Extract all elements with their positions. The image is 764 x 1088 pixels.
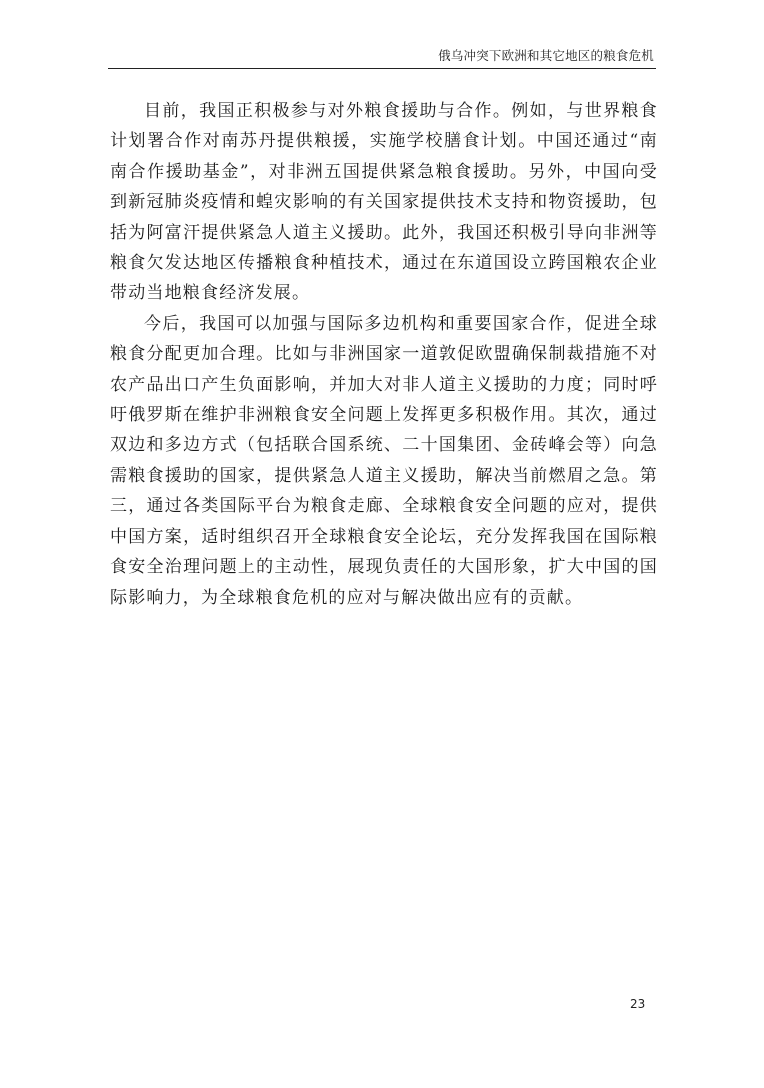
paragraph-line: 计划署合作对南苏丹提供粮援，实施学校膳食计划。中国还通过“南: [110, 131, 658, 152]
paragraph-line: 际影响力，为全球粮食危机的应对与解决做出应有的贡献。: [110, 587, 584, 608]
paragraph-line: 目前，我国正积极参与对外粮食援助与合作。例如，与世界粮食: [144, 101, 658, 121]
paragraph-line: 需粮食援助的国家，提供紧急人道主义援助，解决当前燃眉之急。第: [110, 465, 658, 486]
paragraph-1: [110, 96, 658, 309]
paragraph-line: 到新冠肺炎疫情和蝗灾影响的有关国家提供技术支持和物资援助，包: [110, 192, 658, 213]
paragraph-line: 括为阿富汗提供紧急人道主义援助。此外，我国还积极引导向非洲等: [110, 222, 658, 243]
paragraph-line: 中国方案，适时组织召开全球粮食安全论坛，充分发挥我国在国际粮: [110, 526, 658, 547]
paragraph-line: 吁俄罗斯在维护非洲粮食安全问题上发挥更多积极作用。其次，通过: [110, 405, 658, 426]
paragraph-line: 农产品出口产生负面影响，并加大对非人道主义援助的力度；同时呼: [110, 374, 658, 395]
running-header: [108, 48, 656, 69]
paragraph-line: 粮食分配更加合理。比如与非洲国家一道敦促欧盟确保制裁措施不对: [110, 344, 658, 365]
paragraph-line: 双边和多边方式（包括联合国系统、二十国集团、金砖峰会等）向急: [110, 435, 658, 456]
paragraph-line: 三，通过各类国际平台为粮食走廊、全球粮食安全问题的应对，提供: [110, 496, 658, 517]
paragraph-line: 粮食欠发达地区传播粮食种植技术，通过在东道国设立跨国粮农企业: [110, 253, 658, 274]
paragraph-line: 南合作援助基金”，对非洲五国提供紧急粮食援助。另外，中国向受: [110, 161, 658, 182]
paragraph-2: [110, 309, 658, 613]
paragraph-line: 食安全治理问题上的主动性，展现负责任的大国形象，扩大中国的国: [110, 557, 658, 578]
body-text: [110, 96, 658, 613]
header-title: 俄乌冲突下欧洲和其它地区的粮食危机: [438, 48, 654, 63]
page-number: 23: [630, 997, 646, 1011]
paragraph-line: 带动当地粮食经济发展。: [110, 283, 311, 304]
paragraph-line: 今后，我国可以加强与国际多边机构和重要国家合作，促进全球: [144, 313, 658, 334]
